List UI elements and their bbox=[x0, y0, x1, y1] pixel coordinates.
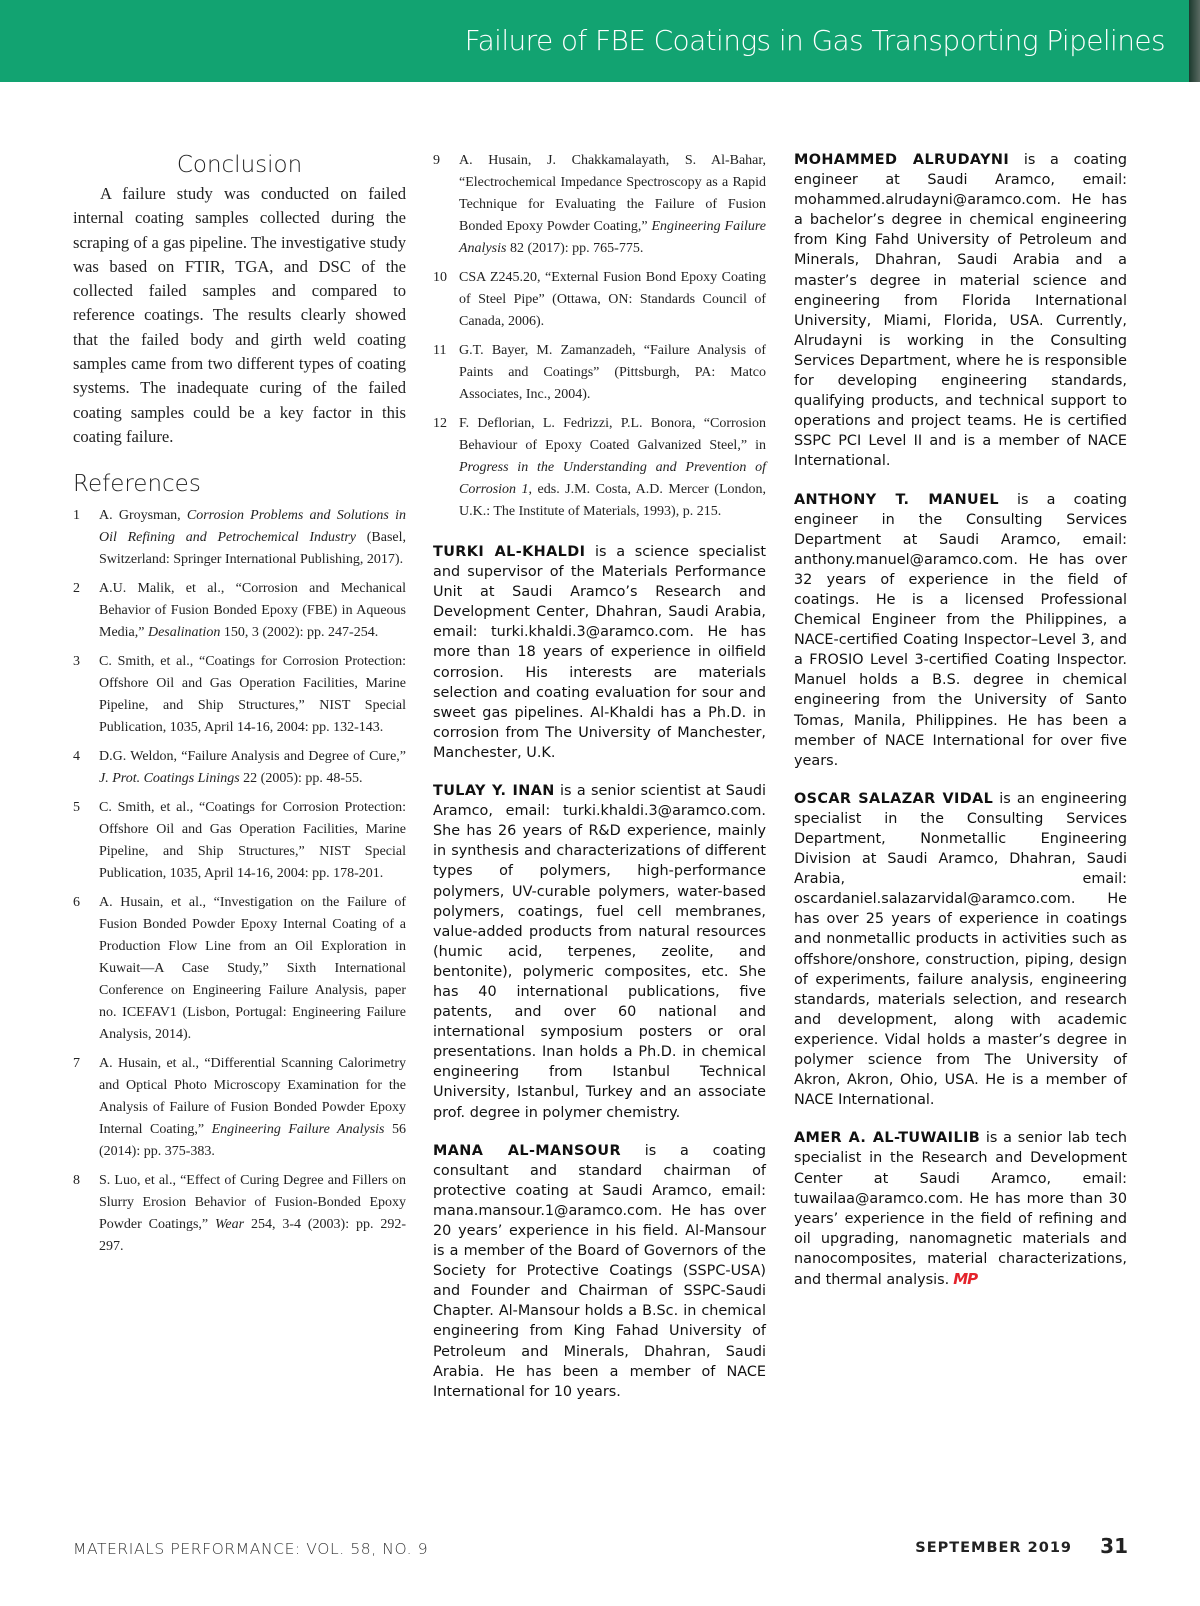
reference-number: 11 bbox=[433, 343, 447, 358]
reference-number: 1 bbox=[73, 508, 80, 524]
author-bio bbox=[433, 1141, 766, 1402]
reference-source-title: J. Prot. Coatings Linings bbox=[99, 771, 240, 787]
author-name: TULAY Y. INAN bbox=[433, 783, 555, 800]
reference-text bbox=[459, 340, 766, 406]
reference-number: 4 bbox=[73, 749, 80, 765]
reference-number: 9 bbox=[433, 153, 440, 168]
reference-authors: C. Smith, et al., “Coatings for Corrosion Protection: Offshore Oil and Gas Operation Facilities, Marine Pipeline, and Ship Structures,” NIST Special Publication, 1035, April 14-16, 2004: pp. 132-143. bbox=[99, 654, 406, 736]
author-bio-text: is an engineering specialist in the Consulting Services Department, Nonmetallic Engineering Division at Saudi Aramco, Dhahran, Saudi Arabia, email: oscardaniel.salazarvidal@aramco.com. He has over 25 years of experience in coatings and nonmetallic products in activities such as offshore/onshore, construction, piping, design of experiments, failure analysis, engineering standards, materials selection, and research and development, along with academic experience. Vidal holds a master’s degree in polymer science from The University of Akron, Akron, Ohio, USA. He is a member of NACE International. bbox=[794, 790, 1128, 1109]
reference-text bbox=[99, 892, 406, 1046]
reference-details: 150, 3 (2002): pp. 247-254. bbox=[220, 625, 379, 641]
reference-number: 10 bbox=[433, 270, 447, 285]
reference-list-part-2 bbox=[433, 150, 766, 523]
reference-text bbox=[99, 746, 406, 790]
reference-number: 3 bbox=[73, 654, 80, 670]
reference-item bbox=[433, 340, 766, 406]
reference-source-title: Engineering Failure Analysis bbox=[211, 1122, 385, 1138]
reference-authors: F. Deflorian, L. Fedrizzi, P.L. Bonora, “Corrosion Behaviour of Epoxy Coated Galvanized Steel,” in bbox=[459, 416, 766, 453]
reference-number: 6 bbox=[73, 895, 80, 911]
footer-journal: MATERIALS PERFORMANCE: VOL. 58, NO. 9 bbox=[73, 1540, 429, 1558]
reference-text bbox=[99, 651, 406, 739]
reference-authors: A.U. Malik, et al., “Corrosion and Mechanical Behavior of Fusion Bonded Epoxy (FBE) in Aqueous Media,” bbox=[99, 581, 406, 641]
reference-number: 5 bbox=[73, 800, 80, 816]
reference-number: 12 bbox=[433, 416, 447, 431]
reference-item bbox=[73, 1170, 406, 1258]
reference-source-title: Engineering Failure Analysis bbox=[459, 219, 766, 256]
conclusion-paragraph: A failure study was conducted on failed internal coating samples collected during the scraping of a gas pipeline. The investigative study was based on FTIR, TGA, and DSC of the collected failed samples and compared to reference coatings. The results clearly showed that the failed body and girth weld coating samples came from two different types of coating systems. The inadequate curing of the failed coating samples could be a key factor in this coating failure. bbox=[73, 184, 406, 446]
reference-authors: A. Groysman, bbox=[99, 508, 187, 524]
reference-list-part-1 bbox=[73, 505, 406, 1258]
reference-item bbox=[73, 797, 406, 885]
mp-end-mark-icon: MP bbox=[953, 1269, 978, 1288]
reference-text bbox=[99, 578, 406, 644]
bio-list-part-2 bbox=[794, 150, 1127, 1290]
author-name: MANA AL-MANSOUR bbox=[433, 1142, 621, 1159]
reference-item bbox=[73, 578, 406, 644]
reference-details: , eds. J.M. Costa, A.D. Mercer (London, U.K.: The Institute of Materials, 1993), p. 215. bbox=[459, 482, 766, 519]
reference-source-title: Desalination bbox=[147, 625, 221, 641]
reference-text bbox=[459, 267, 766, 333]
bio-list-part-1 bbox=[433, 542, 766, 1402]
running-title: Failure of FBE Coatings in Gas Transporting Pipelines bbox=[464, 24, 1165, 57]
reference-details: 56 (2014): pp. 375-383. bbox=[99, 1122, 407, 1160]
reference-text bbox=[459, 413, 766, 523]
author-bio bbox=[794, 1128, 1127, 1290]
header-edge-shadow bbox=[1189, 0, 1200, 82]
author-name: OSCAR SALAZAR VIDAL bbox=[794, 790, 994, 807]
reference-source-title: Corrosion Problems and Solutions in Oil Refining and Petrochemical Industry bbox=[99, 508, 406, 546]
reference-authors: CSA Z245.20, “External Fusion Bond Epoxy Coating of Steel Pipe” (Ottawa, ON: Standards Council of Canada, 2006). bbox=[459, 270, 766, 329]
author-bio bbox=[794, 789, 1127, 1111]
reference-authors: A. Husain, J. Chakkamalayath, S. Al-Bahar, “Electrochemical Impedance Spectroscopy as a Rapid Technique for Evaluating the Failure of Fusion Bonded Epoxy Powder Coating,” bbox=[459, 153, 766, 234]
reference-number: 2 bbox=[73, 581, 80, 597]
reference-text bbox=[99, 797, 406, 885]
conclusion-heading: Conclusion bbox=[176, 152, 303, 178]
reference-authors: D.G. Weldon, “Failure Analysis and Degree of Cure,” bbox=[99, 749, 406, 765]
references-heading: References bbox=[73, 471, 201, 498]
reference-authors: S. Luo, et al., “Effect of Curing Degree and Fillers on Slurry Erosion Behavior of Fusion-Bonded Epoxy Powder Coatings,” bbox=[99, 1173, 406, 1233]
author-bio-text: is a coating consultant and standard chairman of protective coating at Saudi Aramco, email: mana.mansour.1@aramco.com. He has over 20 years’ experience in his field. Al-Mansour is a member of the Board of Governors of the Society for Protective Coatings (SSPC-USA) and Founder and Chairman of SSPC-Saudi Chapter. Al-Mansour holds a B.Sc. in chemical engineering from King Fahad University of Petroleum and Minerals, Dhahran, Saudi Arabia. He has been a member of NACE International for 10 years. bbox=[433, 1142, 767, 1400]
author-bio-text: is a senior scientist at Saudi Aramco, email: turki.khaldi.3@aramco.com. She has 26 years of R&D experience, mainly in synthesis and characterizations of different types of polymers, high-performance polymers, UV-curable polymers, water-based polymers, coatings, fuel cell membranes, value-added products from natural resources (humic acid, terpenes, zeolite, and bentonite), polymeric composites, etc. She has 40 international publications, five patents, and over 60 national and international symposium posters or oral presentations. Inan holds a Ph.D. in chemical engineering from Istanbul Technical University, Istanbul, Turkey and an associate prof. degree in polymer chemistry. bbox=[433, 783, 766, 1121]
author-bio bbox=[433, 542, 766, 763]
reference-item bbox=[73, 651, 406, 739]
header-bar bbox=[0, 0, 1189, 82]
author-bio bbox=[433, 781, 766, 1123]
reference-number: 7 bbox=[73, 1056, 80, 1072]
author-bio-text: is a coating engineer at Saudi Aramco, email: mohammed.alrudayni@aramco.com. He has a bachelor’s degree in chemical engineering from King Fahd University of Petroleum and Minerals, Dhahran, Saudi Arabia and a master’s degree in material science and engineering from Florida International University, Miami, Florida, USA. Currently, Alrudayni is working in the Consulting Services Department, where he is responsible for developing engineering standards, qualifying products, and technical support to operations and project teams. He is certified SSPC PCI Level II and is a member of NACE International. bbox=[794, 152, 1127, 470]
author-name: MOHAMMED ALRUDAYNI bbox=[794, 152, 1010, 168]
author-bio-text: is a science specialist and supervisor of the Materials Performance Unit at Saudi Aramco’s Research and Development Center, Dhahran, Saudi Arabia, email: turki.khaldi.3@aramco.com. He has more than 18 years of experience in oilfield corrosion. His interests are materials selection and coating evaluation for sour and sweet gas pipelines. Al-Khaldi has a Ph.D. in corrosion from The University of Manchester, Manchester, U.K. bbox=[433, 544, 766, 761]
column-middle bbox=[433, 150, 766, 1420]
reference-authors: A. Husain, et al., “Investigation on the Failure of Fusion Bonded Powder Epoxy Internal Coating of a Production Flow Line from an Oil Exploration in Kuwait—A Case Study,” Sixth International Conference on Engineering Failure Analysis, paper no. ICEFAV1 (Lisbon, Portugal: Engineering Failure Analysis, 2014). bbox=[99, 895, 406, 1043]
reference-text bbox=[99, 1170, 406, 1258]
author-bio bbox=[794, 150, 1127, 472]
page-number: 31 bbox=[1100, 1534, 1128, 1558]
author-bio-text: is a coating engineer in the Consulting Services Department at Saudi Aramco, email: anthony.manuel@aramco.com. He has over 32 years of experience in the field of coatings. He is a licensed Professional Chemical Engineer from the Philippines, a NACE-certified Coating Inspector–Level 3, and a FROSIO Level 3-certified Coating Inspector. Manuel holds a B.S. degree in chemical engineering from the University of Santo Tomas, Manila, Philippines. He has been a member of NACE International for over five years. bbox=[794, 491, 1128, 769]
reference-item bbox=[433, 413, 766, 523]
reference-authors: A. Husain, et al., “Differential Scanning Calorimetry and Optical Photo Microscopy Examination for the Analysis of Failure of Fusion Bonded Powder Epoxy Internal Coating,” bbox=[99, 1056, 406, 1138]
author-name: AMER A. AL-TUWAILIB bbox=[794, 1130, 981, 1147]
reference-details: 22 (2005): pp. 48-55. bbox=[239, 771, 363, 787]
author-name: ANTHONY T. MANUEL bbox=[794, 491, 999, 508]
reference-item bbox=[433, 267, 766, 333]
column-left bbox=[73, 150, 406, 1265]
reference-authors: C. Smith, et al., “Coatings for Corrosion Protection: Offshore Oil and Gas Operation Facilities, Marine Pipeline, and Ship Structures,” NIST Special Publication, 1035, April 14-16, 2004: pp. 178-201. bbox=[99, 800, 406, 882]
reference-item bbox=[73, 892, 406, 1046]
reference-source-title: Wear bbox=[215, 1217, 245, 1233]
author-bio bbox=[794, 490, 1127, 771]
footer-issue-month: SEPTEMBER 2019 bbox=[915, 1540, 1072, 1556]
reference-text bbox=[99, 505, 406, 571]
reference-text bbox=[99, 1053, 406, 1163]
reference-details: 82 (2017): pp. 765-775. bbox=[506, 241, 644, 256]
reference-details: 254, 3-4 (2003): pp. 292-297. bbox=[99, 1217, 407, 1255]
reference-item bbox=[433, 150, 766, 260]
author-name: TURKI AL-KHALDI bbox=[433, 544, 586, 560]
author-bio-text: is a senior lab tech specialist in the Research and Development Center at Saudi Aramco, email: tuwailaa@aramco.com. He has more than 30 years’ experience in the field of refining and oil upgrading, nanomagnetic materials and nanocomposites, material characterizations, and thermal analysis. bbox=[794, 1130, 1127, 1288]
reference-source-title: Progress in the Understanding and Prevention of Corrosion 1 bbox=[459, 460, 766, 497]
reference-number: 8 bbox=[73, 1173, 80, 1189]
column-right bbox=[794, 150, 1127, 1308]
reference-details: (Basel, Switzerland: Springer International Publishing, 2017). bbox=[99, 530, 407, 568]
reference-item bbox=[73, 746, 406, 790]
reference-text bbox=[459, 150, 766, 260]
reference-item bbox=[73, 1053, 406, 1163]
reference-item bbox=[73, 505, 406, 571]
reference-authors: G.T. Bayer, M. Zamanzadeh, “Failure Analysis of Paints and Coatings” (Pittsburgh, PA: Matco Associates, Inc., 2004). bbox=[459, 343, 766, 402]
